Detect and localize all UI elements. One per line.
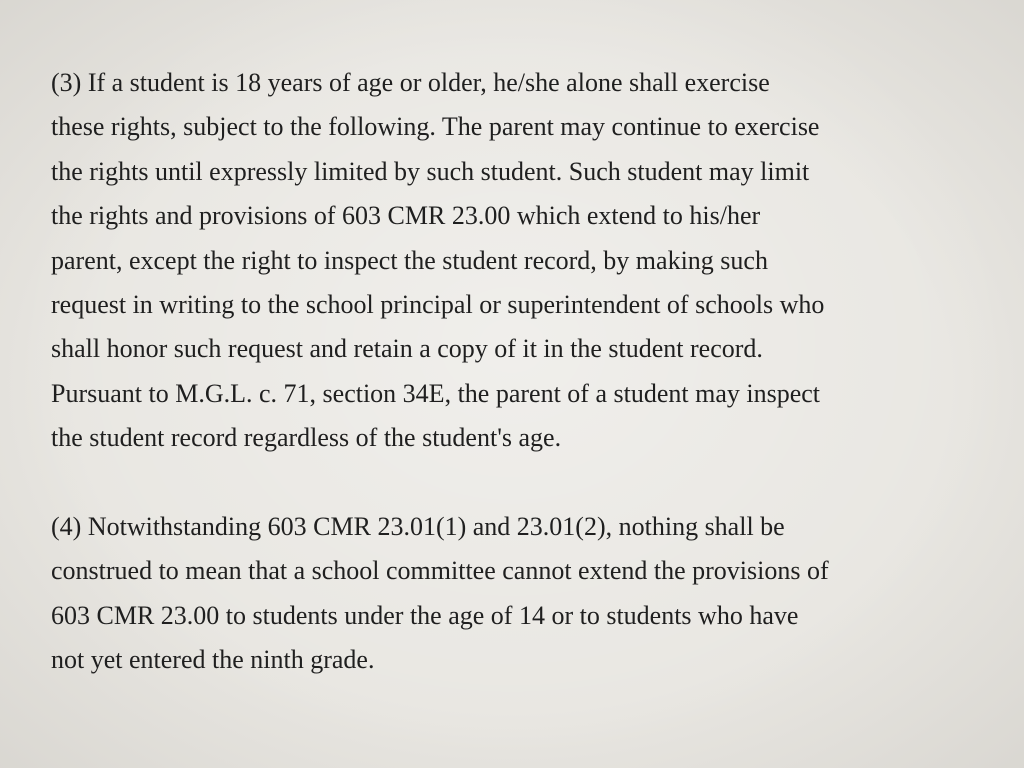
slide-body [51, 61, 991, 683]
text-line: construed to mean that a school committee cannot extend the provisions of [51, 556, 829, 586]
text-line: these rights, subject to the following. The parent may continue to exercise [51, 112, 820, 142]
text-line: 603 CMR 23.00 to students under the age of 14 or to students who have [51, 600, 799, 630]
text-line: parent, except the right to inspect the student record, by making such [51, 245, 768, 275]
text-line: (4) Notwithstanding 603 CMR 23.01(1) and 23.01(2), nothing shall be [51, 512, 785, 542]
text-line: request in writing to the school principal or superintendent of schools who [51, 290, 825, 320]
text-line: the rights and provisions of 603 CMR 23.00 which extend to his/her [51, 201, 761, 231]
paragraph-3 [51, 61, 991, 461]
text-line: shall honor such request and retain a copy of it in the student record. [51, 334, 763, 364]
text-line: (3) If a student is 18 years of age or older, he/she alone shall exercise [51, 68, 770, 97]
paragraph-4 [51, 505, 991, 683]
text-line: the rights until expressly limited by such student. Such student may limit [51, 156, 810, 186]
text-line: the student record regardless of the student's age. [51, 423, 562, 453]
text-line: not yet entered the ninth grade. [51, 645, 375, 675]
text-line: Pursuant to M.G.L. c. 71, section 34E, the parent of a student may inspect [51, 378, 821, 408]
